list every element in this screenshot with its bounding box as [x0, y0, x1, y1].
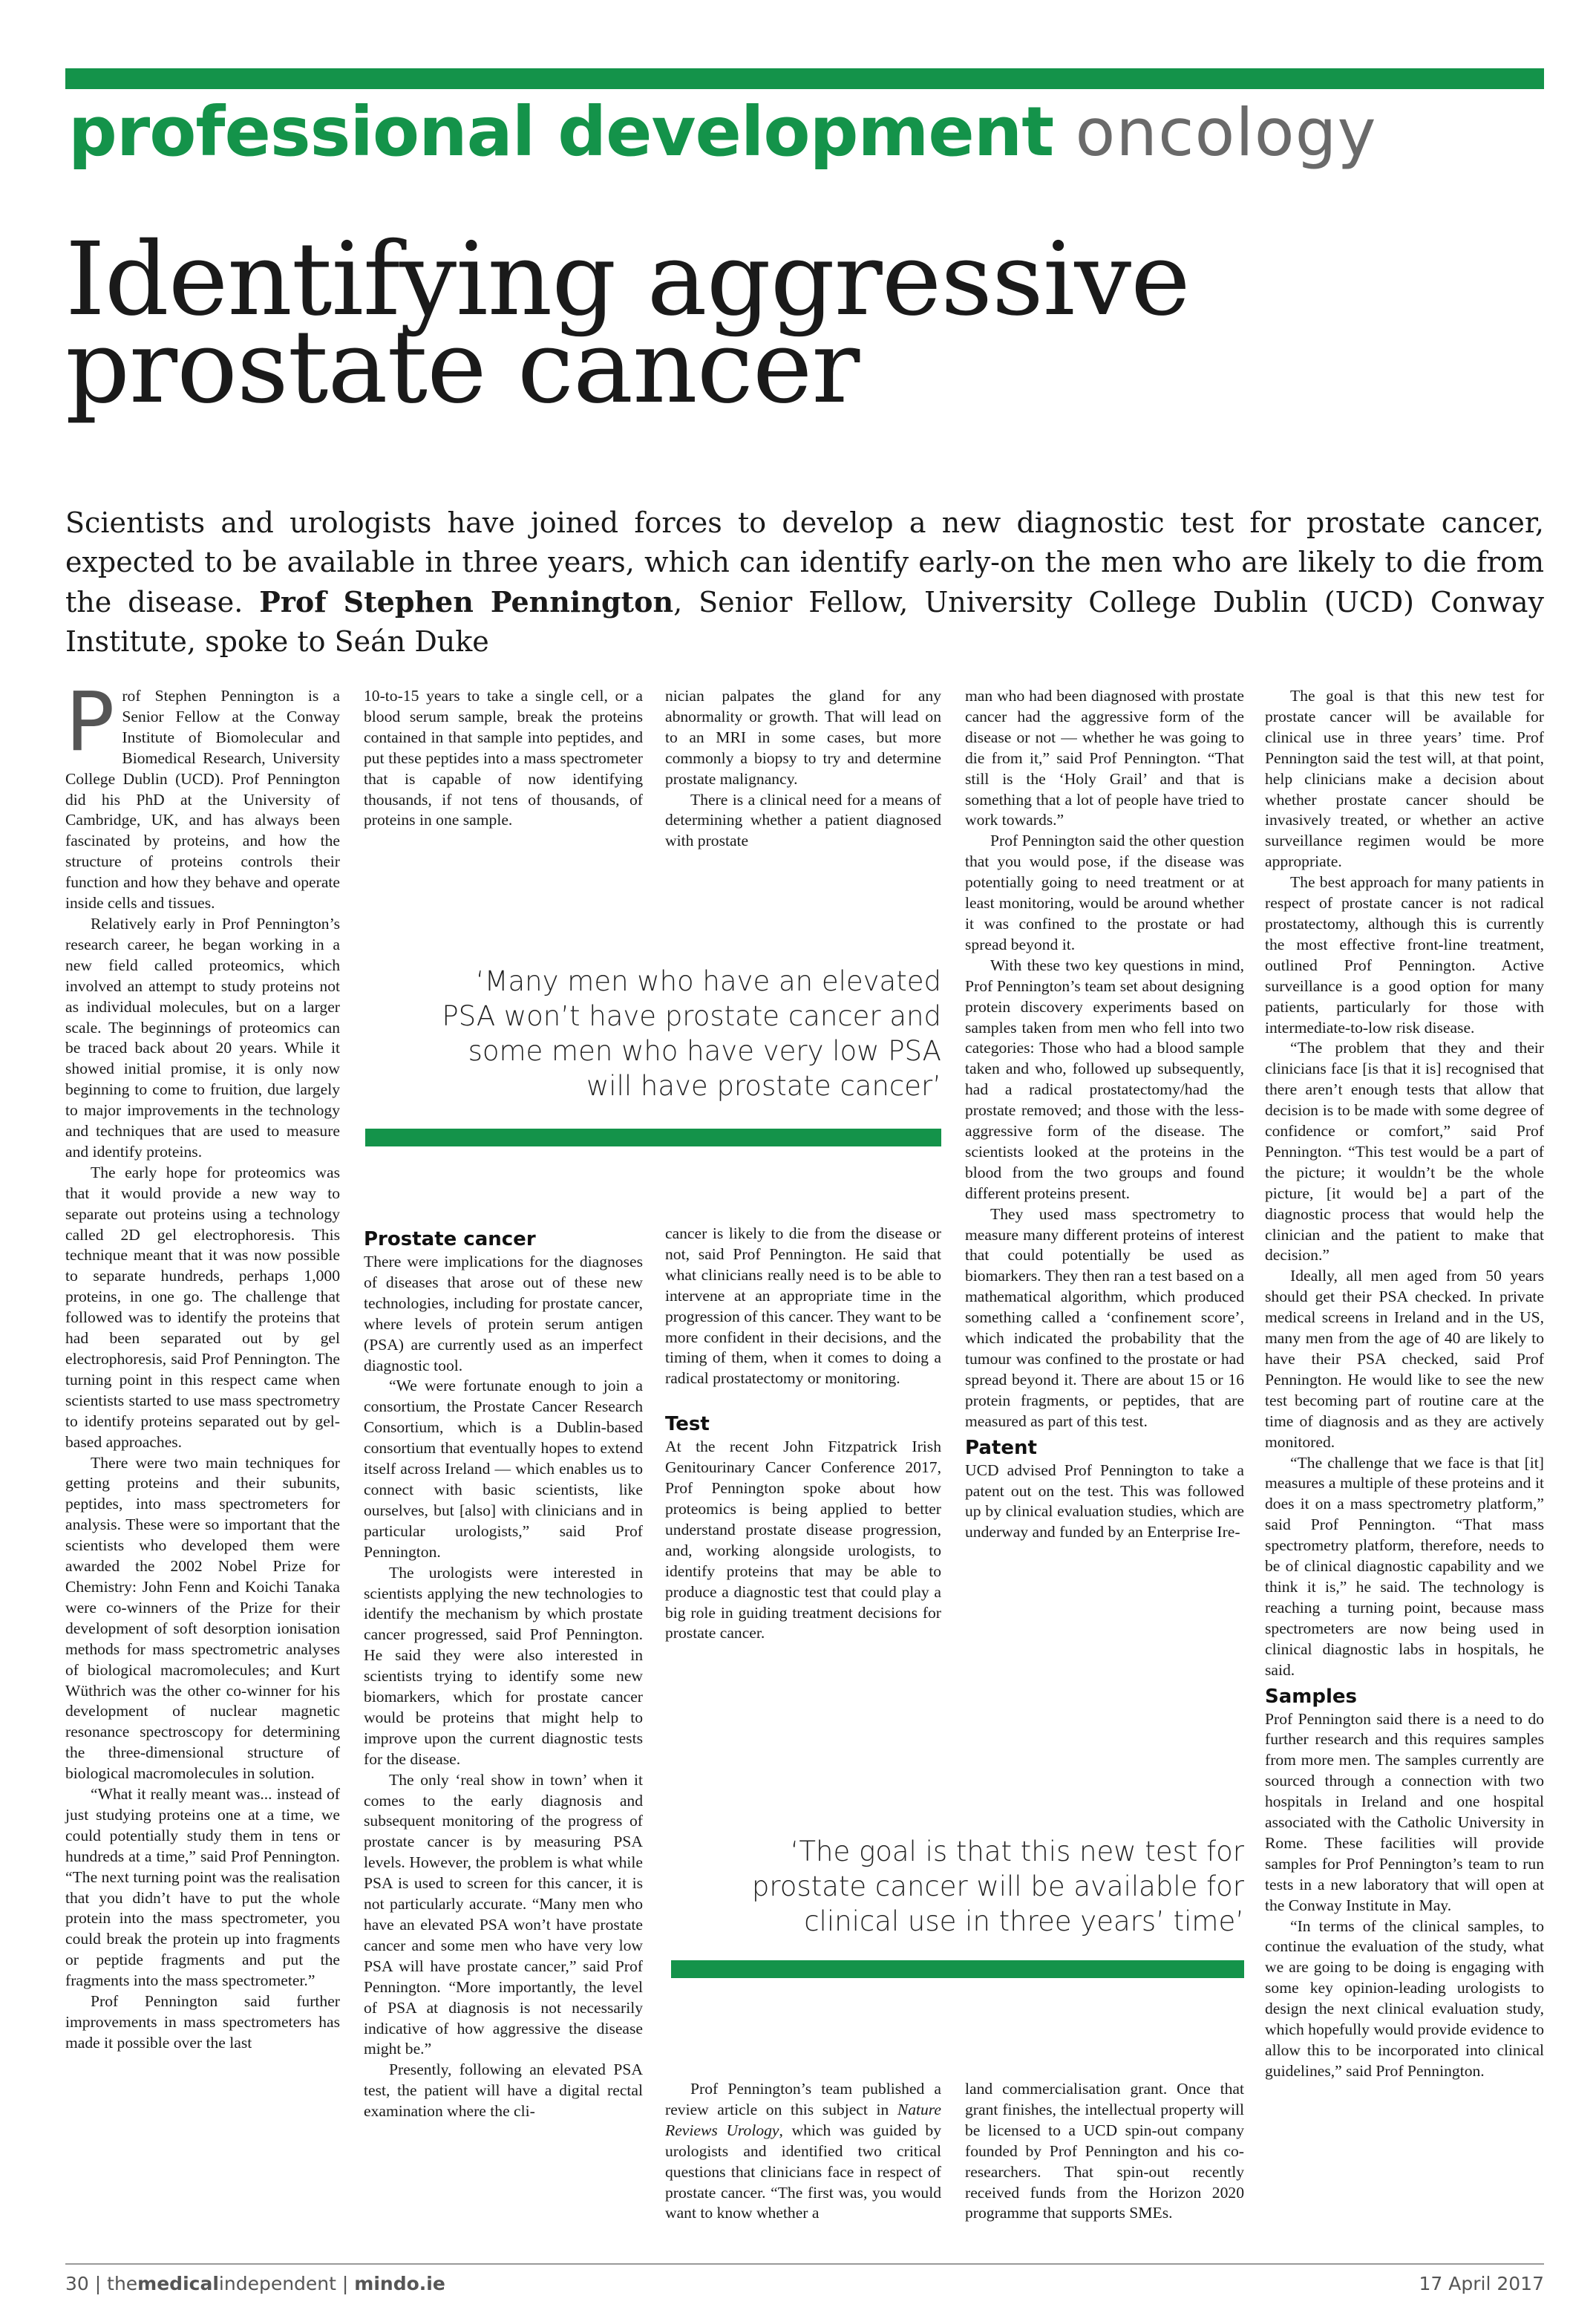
c3-top-p1: nician palpates the gland for any abnormality or growth. That will lead on to an MRI in some cases, but more commonly a biopsy to try and determine prostate malignancy. [665, 687, 941, 788]
subhead-prostate-cancer: Prostate cancer [364, 1228, 536, 1250]
column-2-bottom [364, 1224, 643, 2122]
c5-p2: The best approach for many patients in respect of prostate cancer is not radical prostatectomy, although this is currently the most effective front-line treatment, outlined Prof Pennington. Active surveillance is a good option for many patients, particularly for those with intermediate-to-low risk disease. [1265, 873, 1544, 1037]
c5-p5: “The challenge that we face is that [it] measures a multiple of these proteins and it does it on a mass spectrometry platform,” said Prof Pennington. “That mass spectrometry platform, therefore, needs to be of clinical diagnostic capability and we think it is,” he said. The technology is reaching a turning point, because mass spectrometers are now being used in clinical diagnostic labs in hospitals, he said. [1265, 1453, 1544, 1679]
standfirst-outro: , Senior Fellow, University College Dublin (UCD) Conway Institute, spoke to Seán Duke [65, 586, 1544, 658]
c3c-journal: Nature Reviews Urology [665, 2100, 941, 2139]
column-3-middle [665, 1224, 941, 1644]
c4-p5: UCD advised Prof Pennington to take a patent out on the test. This was followed up by clinical evaluation studies, which are underway and funded by an Enterprise Ire- [965, 1461, 1244, 1541]
section-label [68, 88, 1377, 177]
footer [65, 2271, 1544, 2297]
brand-the: the [107, 2273, 138, 2294]
c4-p2: Prof Pennington said the other question that you would pose, if the disease was potentially going to need treatment or at least monitoring, would be around whether it was confined to the prostate or had spread beyond it. [965, 832, 1244, 953]
column-2-top [364, 686, 643, 831]
subhead-patent: Patent [965, 1436, 1037, 1459]
c5-p1: The goal is that this new test for prostate cancer will be available for clinical use in three years’ time. Prof Pennington said the test will, at that point, help clinicians make a decision about whether prostate cancer should be invasively treated, or whether an active surveillance regimen would be more appropriate. [1265, 687, 1544, 871]
column-4 [965, 686, 1244, 1543]
c2b-p4: The only ‘real show in town’ when it comes to the early diagnosis and subsequent monitoring of the progress of prostate cancer is by measuring PSA levels. However, the problem is what while PSA is used to screen for this cancer, it is not particularly accurate. “Many men who have an elevated PSA won’t have prostate cancer and some men who have very low PSA will have prostate cancer,” said Prof Pennington. “More importantly, the level of PSA at diagnosis is not necessarily indicative of how aggressive the disease might be.” [364, 1770, 643, 2058]
c2b-p2: “We were fortunate enough to join a consortium, the Prostate Cancer Research Consortium, which is a Dublin-based consortium that eventually hopes to extend itself across Ireland — which enables us to connect with basic scientists, like ourselves, but [also] with clinicians and in particular urologists,” said Prof Pennington. [364, 1377, 643, 1561]
column-5 [1265, 686, 1544, 2082]
brand-independent: independent [218, 2273, 336, 2294]
c5-p4: Ideally, all men aged from 50 years should get their PSA checked. In private medical screens in Ireland and in the US, many men from the age of 40 are likely to have their PSA checked, said Prof Pennington. He would like to see the new test becoming part of routine care at the time of diagnosis and as they are actively monitored. [1265, 1267, 1544, 1451]
pull-quote-2: ‘The goal is that this new test for prostate cancer will be available for clinical use in three years’ time’ [751, 1836, 1244, 1937]
header-accent-bar [65, 68, 1544, 89]
article-headline [65, 221, 1543, 426]
pull-quote-2-rule [671, 1960, 1244, 1978]
c3c-p1 [665, 2079, 941, 2224]
section-label-bold: professional development [68, 92, 1054, 172]
column-1 [65, 674, 340, 2054]
c1-p1 [65, 674, 340, 914]
c5-p7: “In terms of the clinical samples, to continue the evaluation of the study, what we are going to be doing is engaging with some key opinion-leading urologists to design the next clinical evaluation study, which hopefully would provide evidence to allow this to be incorporated into clinical guidelines,” said Prof Pennington. [1265, 1916, 1544, 2080]
c3b-p1: cancer is likely to die from the disease or not, said Prof Pennington. He said that what clinicians really need is to be able to intervene at an appropriate time in the progression of this cancer. They want to be more confident in their decisions, and the timing of them, when it comes to doing a radical prostatectomy or monitoring. [665, 1224, 941, 1388]
standfirst [65, 503, 1544, 662]
section-label-light: oncology [1075, 94, 1377, 171]
standfirst-intro: Scientists and urologists have joined forces to develop a new diagnostic test for prostate cancer, expected to be available in three years, which can identify early-on the men who are likely to die from the disease. [65, 506, 1544, 619]
brand-medical: medical [137, 2273, 219, 2294]
drop-cap: P [65, 674, 115, 769]
c4-p4: They used mass spectrometry to measure many different proteins of interest that could potentially be used as biomarkers. They then ran a test based on a mathematical algorithm, which produced something called a ‘confinement score’, which indicated the probability that the tumour was confined to the prostate or had spread beyond it. There are about 15 or 16 protein fragments, or peptides, that are measured as part of this test. [965, 1204, 1244, 1430]
c1-p4: There were two main techniques for getting proteins and their subunits, peptides, into mass spectrometers for analysis. These were so important that the scientists who developed them were awarded the 2002 Nobel Prize for Chemistry: John Fenn and Koichi Tanaka were co-winners of the Prize for their development of soft desorption ionisation methods for mass spectrometric analyses of biological macromolecules; and Kurt Wüthrich was the other co-winner for his development of nuclear magnetic resonance spectroscopy for determining the three-dimensional structure of biological macromolecules in solution. [65, 1453, 340, 1783]
c2b-p1: There were implications for the diagnoses of diseases that arose out of these new technologies, including for prostate cancer, where levels of protein serum antigen (PSA) are currently used as an imperfect diagnostic tool. [364, 1253, 643, 1374]
site-url: mindo.ie [354, 2273, 445, 2294]
footer-rule [65, 2263, 1544, 2265]
c1-p6: Prof Pennington said further improvements in mass spectrometers has made it possible over the last [65, 1992, 340, 2052]
footer-sep-1: | [88, 2273, 108, 2294]
column-3-top [665, 686, 941, 852]
standfirst-name: Prof Stephen Pennington [259, 585, 674, 619]
c5-p3: “The problem that they and their clinicians face [is that it is] recognised that there aren’t enough tests that allow that decision is to be made with some degree of confidence or comfort,” said Prof Pennington. “This test would be a part of the picture; it wouldn’t be the whole picture, [it would be] a part of the diagnostic process that would help the clinician and the patient to make that decision.” [1265, 1039, 1544, 1265]
subhead-samples: Samples [1265, 1685, 1357, 1708]
pull-quote-1: ‘Many men who have an elevated PSA won’t have prostate cancer and some men who have very low PSA will have prostate cancer’ [442, 965, 941, 1102]
c4c-p1: land commercialisation grant. Once that grant finishes, the intellectual property will be licensed to a UCD spin-out company founded by Prof Pennington and his co-researchers. That spin-out recently received funds from the Horizon 2020 programme that supports SMEs. [965, 2080, 1244, 2222]
c3-top-p2: There is a clinical need for a means of determining whether a patient diagnosed with prostate [665, 790, 941, 850]
subhead-test: Test [665, 1413, 710, 1436]
c1-p5: “What it really meant was... instead of just studying proteins one at a time, we could potentially study them in tens or hundreds at a time,” said Prof Pennington. “The next turning point was the realisation that you didn’t have to put the whole protein into the mass spectrometer, you could break the protein up into fragments or peptide fragments and put the fragments into the mass spectrometer.” [65, 1785, 340, 1990]
c1-p3: The early hope for proteomics was that it would provide a new way to separate out proteins using a technology called 2D gel electrophoresis. This technique meant that it was now possible to separate hundreds, perhaps 1,000 proteins, in one go. The challenge that followed was to identify the proteins that had been separated out by gel electrophoresis, said Prof Pennington. The turning point in this respect came when scientists started to use mass spectrometry to identify proteins separated out by gel-based approaches. [65, 1163, 340, 1451]
headline-line-2: prostate cancer [65, 309, 860, 426]
column-3-bottom [665, 2079, 941, 2224]
c4-p1: man who had been diagnosed with prostate cancer had the aggressive form of the disease or not — whether he was going to die from it,” said Prof Pennington. “That still is the ‘Holy Grail’ and that is something that a lot of people have tried to work towards.” [965, 687, 1244, 829]
c2b-p3: The urologists were interested in scientists applying the new technologies to identify the mechanism by which prostate cancer progressed, said Prof Pennington. He said they were also interested in scientists trying to identify some new biomarkers, which for prostate cancer would be proteins that might help to improve upon the current diagnostic tests for the disease. [364, 1563, 643, 1768]
issue-date: 17 April 2017 [1419, 2273, 1544, 2294]
column-4-bottom [965, 2079, 1244, 2224]
pull-quote-1-rule [365, 1129, 941, 1146]
c3b-p2: At the recent John Fitzpatrick Irish Genitourinary Cancer Conference 2017, Prof Pennington spoke about how proteomics is being applied to better understand prostate disease progression, and, working alongside urologists, to identify proteins that may be able to produce a diagnostic test that could play a big role in guiding treatment decisions for prostate cancer. [665, 1438, 941, 1642]
c3c-post: , which was guided by urologists and identified two critical questions that clinicians face in respect of prostate cancer. “The first was, you would want to know whether a [665, 2121, 941, 2222]
c2b-p5: Presently, following an elevated PSA test, the patient will have a digital rectal examination where the cli- [364, 2061, 643, 2121]
c1-p1-text: rof Stephen Pennington is a Senior Fellow at the Conway Institute of Biomolecular and Biomedical Research, University College Dublin (UCD). Prof Pennington did his PhD at the University of Cambridge, UK, and has always been fascinated by proteins, and how the structure of proteins controls their function and how they behave and operate inside cells and tissues. [65, 687, 340, 913]
c1-p2: Relatively early in Prof Pennington’s research career, he began working in a new field called proteomics, which involved an attempt to study proteins not as individual molecules, but on a larger scale. The beginnings of proteomics can be traced back about 20 years. While it showed initial promise, it is only now beginning to come to fruition, due largely to major improvements in the technology and techniques that are used to measure and identify proteins. [65, 914, 340, 1161]
c4-p3: With these two key questions in mind, Prof Pennington’s team set about designing protein discovery experiments based on samples taken from men who fell into two categories: Those who had a blood sample taken and who, followed up subsequently, had a radical prostatectomy/had the prostate removed; and those with the less-aggressive form of the disease. The scientists looked at the proteins in the blood from the two groups and found different proteins present. [965, 956, 1244, 1202]
c3c-pre: Prof Pennington’s team published a review article on this subject in [665, 2080, 941, 2118]
headline-line-1: Identifying aggressive [65, 221, 1190, 339]
c5-p6: Prof Pennington said there is a need to do further research and this requires samples from more men. The samples currently are sourced through a connection with two hospitals in Ireland and one hospital associated with the Catholic University in Rome. These facilities will provide samples for Prof Pennington’s team to run tests in a new laboratory that will open at the Conway Institute in May. [1265, 1709, 1544, 1914]
c2-top-p1: 10-to-15 years to take a single cell, or a blood serum sample, break the proteins contained in that sample into peptides, and put these peptides into a mass spectrometer that is capable of now identifying thousands, if not tens of thousands, of proteins in one sample. [364, 687, 643, 829]
footer-sep-2: | [336, 2273, 355, 2294]
page-number: 30 [65, 2273, 89, 2294]
